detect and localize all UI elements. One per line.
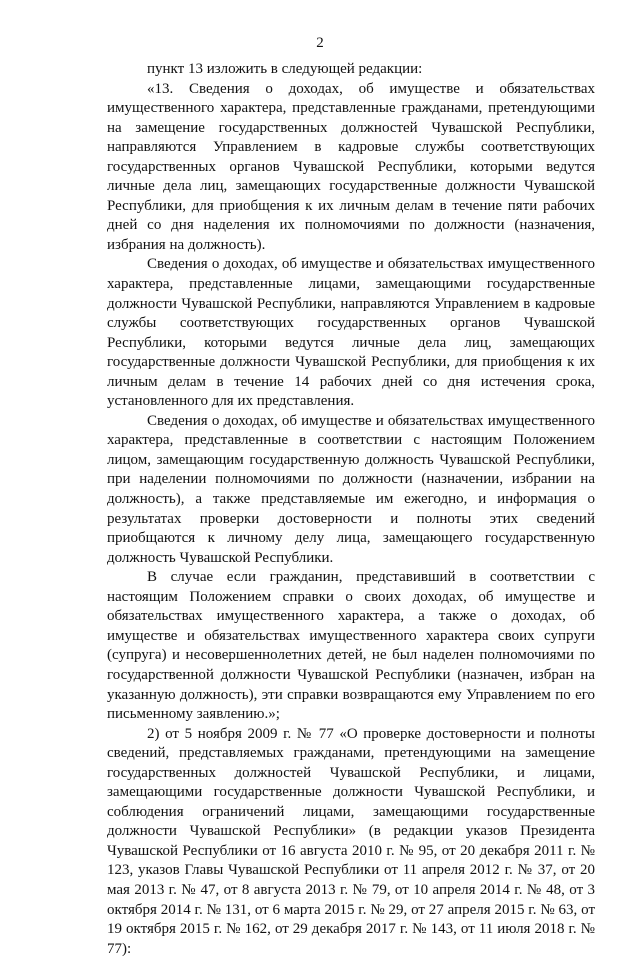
paragraph-decree-77: 2) от 5 ноября 2009 г. № 77 «О проверке достоверности и полноты сведений, представляемых гражданами, претендующими на замещение государственных должностей Чувашской Республики, и лицами, замещающими государственные должности Чувашской Республики, и соблюдения ограничений лицами, замещающими государственные должности Чувашской Республики» (в редакции указов Президента Чувашской Республики от 16 августа 2010 г. № 95, от 20 декабря 2011 г. № 123, указов Главы Чувашской Республики от 11 апреля 2012 г. № 37, от 20 мая 2013 г. № 47, от 8 августа 2013 г. № 79, от 10 апреля 2014 г. № 48, от 3 октября 2014 г. № 131, от 6 марта 2015 г. № 29, от 27 апреля 2015 г. № 63, от 19 октября 2015 г. № 162, от 29 декабря 2017 г. № 143, от 11 июля 2018 г. № 77): xyxy=(107,725,595,957)
paragraph-intro: пункт 13 изложить в следующей редакции: xyxy=(147,61,423,77)
paragraph-officials-info: Сведения о доходах, об имуществе и обязательствах имущественного характера, представленные лицами, замещающими государственные должности Чувашской Республики, направляются Управлением в кадровые службы соответствующих государственных органов Чувашской Республики, которыми ведутся личные дела лиц, замещающих государственные должности Чувашской Республики, для приобщения к их личным делам в течение 14 рабочих дней со дня истечения срока, установленного для их представления. xyxy=(107,256,595,410)
paragraph-personal-file: Сведения о доходах, об имуществе и обязательствах имущественного характера, представленные в соответствии с настоящим Положением лицом, замещающим государственную должность Чувашской Республики, при наделении полномочиями по должности (назначении, избрании на должность), а также представляемые им ежегодно, и информация о результатах проверки достоверности и полноты этих сведений приобщаются к личному делу лица, замещающего государственную должность Чувашской Республики. xyxy=(107,412,595,566)
document-body xyxy=(107,60,595,959)
page-number: 2 xyxy=(316,35,324,51)
paragraph-item-13: «13. Сведения о доходах, об имуществе и обязательствах имущественного характера, представленные гражданами, претендующими на замещение государственных должностей Чувашской Республики, направляются Управлением в кадровые службы соответствующих государственных органов Чувашской Республики, которыми ведутся личные дела лиц, замещающих государственные должности Чувашской Республики, для приобщения к их личным делам в течение пяти рабочих дней со дня наделения их полномочиями по должности (назначения, избрания на должность). xyxy=(107,80,595,253)
paragraph-return-of-certificates: В случае если гражданин, представивший в соответствии с настоящим Положением справки о своих доходах, об имуществе и обязательствах имущественного характера, а также о доходах, об имуществе и обязательствах имущественного характера своих супруги (супруга) и несовершеннолетних детей, не был наделен полномочиями по государственной должности Чувашской Республики (назначен, избран на указанную должность), эти справки возвращаются ему Управлением по его письменному заявлению.»; xyxy=(107,569,595,723)
